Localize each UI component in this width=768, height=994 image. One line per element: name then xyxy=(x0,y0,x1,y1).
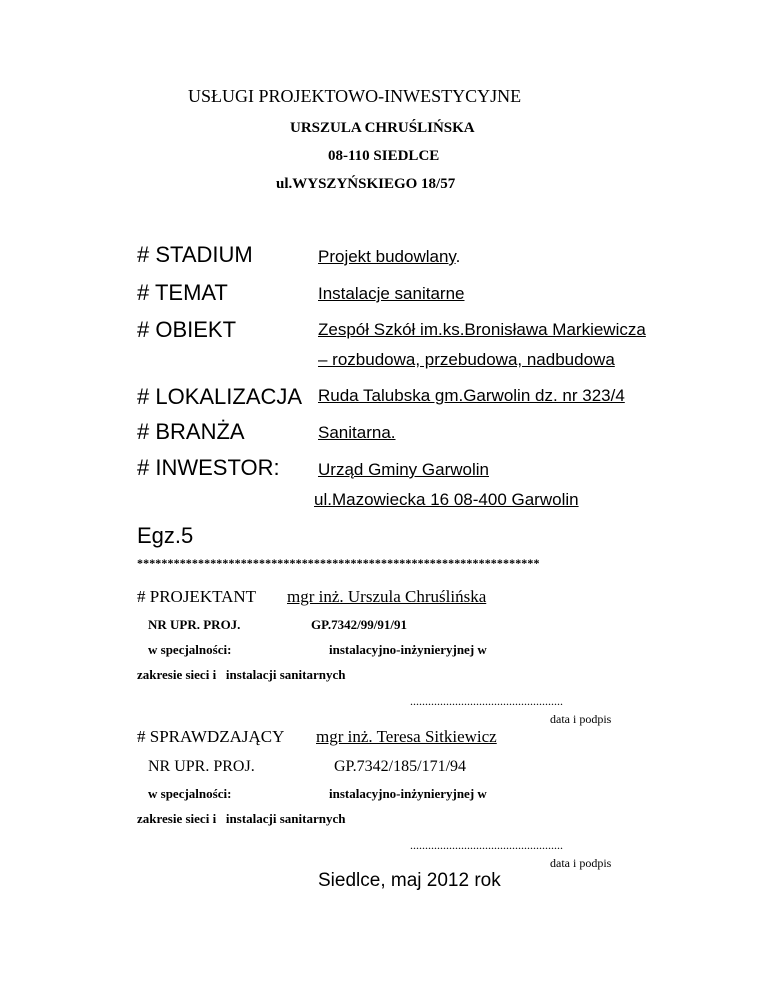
inwestor-value-line2: ul.Mazowiecka 16 08-400 Garwolin xyxy=(314,490,579,509)
projektant-spec-label: w specjalności: xyxy=(148,642,232,657)
projektant-spec-value: instalacyjno-inżynieryjnej w xyxy=(329,642,487,657)
projektant-label: # PROJEKTANT xyxy=(137,587,257,606)
sprawdzajacy-signature-line: ................................................... xyxy=(410,838,563,852)
projektant-upr-label: NR UPR. PROJ. xyxy=(148,617,241,632)
place-date: Siedlce, maj 2012 rok xyxy=(318,870,501,891)
street-address: ul.WYSZYŃSKIEGO 18/57 xyxy=(276,176,456,192)
projektant-upr-value: GP.7342/99/91/91 xyxy=(311,617,407,632)
projektant-name: mgr inż. Urszula Chruślińska xyxy=(287,587,487,606)
sprawdzajacy-signature-caption: data i podpis xyxy=(550,856,612,870)
owner-name: URSZULA CHRUŚLIŃSKA xyxy=(290,120,475,136)
sprawdzajacy-upr-value: GP.7342/185/171/94 xyxy=(334,758,467,775)
lokalizacja-label: # LOKALIZACJA xyxy=(137,384,303,409)
projektant-signature-caption: data i podpis xyxy=(550,712,612,726)
stadium-dot: . xyxy=(455,247,461,266)
sprawdzajacy-spec-label: w specjalności: xyxy=(148,786,232,801)
obiekt-value-line1: Zespół Szkół im.ks.Bronisława Markiewicza xyxy=(318,320,646,339)
stadium-value-line xyxy=(318,247,460,267)
sprawdzajacy-scope: zakresie sieci i instalacji sanitarnych xyxy=(137,811,346,826)
lokalizacja-value: Ruda Talubska gm.Garwolin dz. nr 323/4 xyxy=(318,386,625,405)
separator-line: ****************************************************************** xyxy=(137,556,540,570)
temat-label: # TEMAT xyxy=(137,280,228,305)
branza-value: Sanitarna. xyxy=(318,423,396,442)
projektant-signature-line: ................................................... xyxy=(410,694,563,708)
sprawdzajacy-upr-label: NR UPR. PROJ. xyxy=(148,758,255,775)
stadium-value: Projekt budowlany xyxy=(318,247,456,266)
sprawdzajacy-spec-value: instalacyjno-inżynieryjnej w xyxy=(329,786,487,801)
stadium-label: # STADIUM xyxy=(137,242,253,267)
inwestor-value-line1: Urząd Gminy Garwolin xyxy=(318,460,489,479)
postal-city: 08-110 SIEDLCE xyxy=(328,148,440,164)
obiekt-value-line2: – rozbudowa, przebudowa, nadbudowa xyxy=(318,350,615,369)
obiekt-label: # OBIEKT xyxy=(137,317,237,342)
projektant-scope: zakresie sieci i instalacji sanitarnych xyxy=(137,667,346,682)
temat-value: Instalacje sanitarne xyxy=(318,284,465,303)
sprawdzajacy-name: mgr inż. Teresa Sitkiewicz xyxy=(316,727,497,746)
company-name: USŁUGI PROJEKTOWO-INWESTYCYJNE xyxy=(188,86,522,106)
copy-number: Egz.5 xyxy=(137,523,194,548)
branza-label: # BRANŻA xyxy=(137,419,245,444)
inwestor-label: # INWESTOR: xyxy=(137,455,280,480)
sprawdzajacy-label: # SPRAWDZAJĄCY xyxy=(137,727,285,746)
